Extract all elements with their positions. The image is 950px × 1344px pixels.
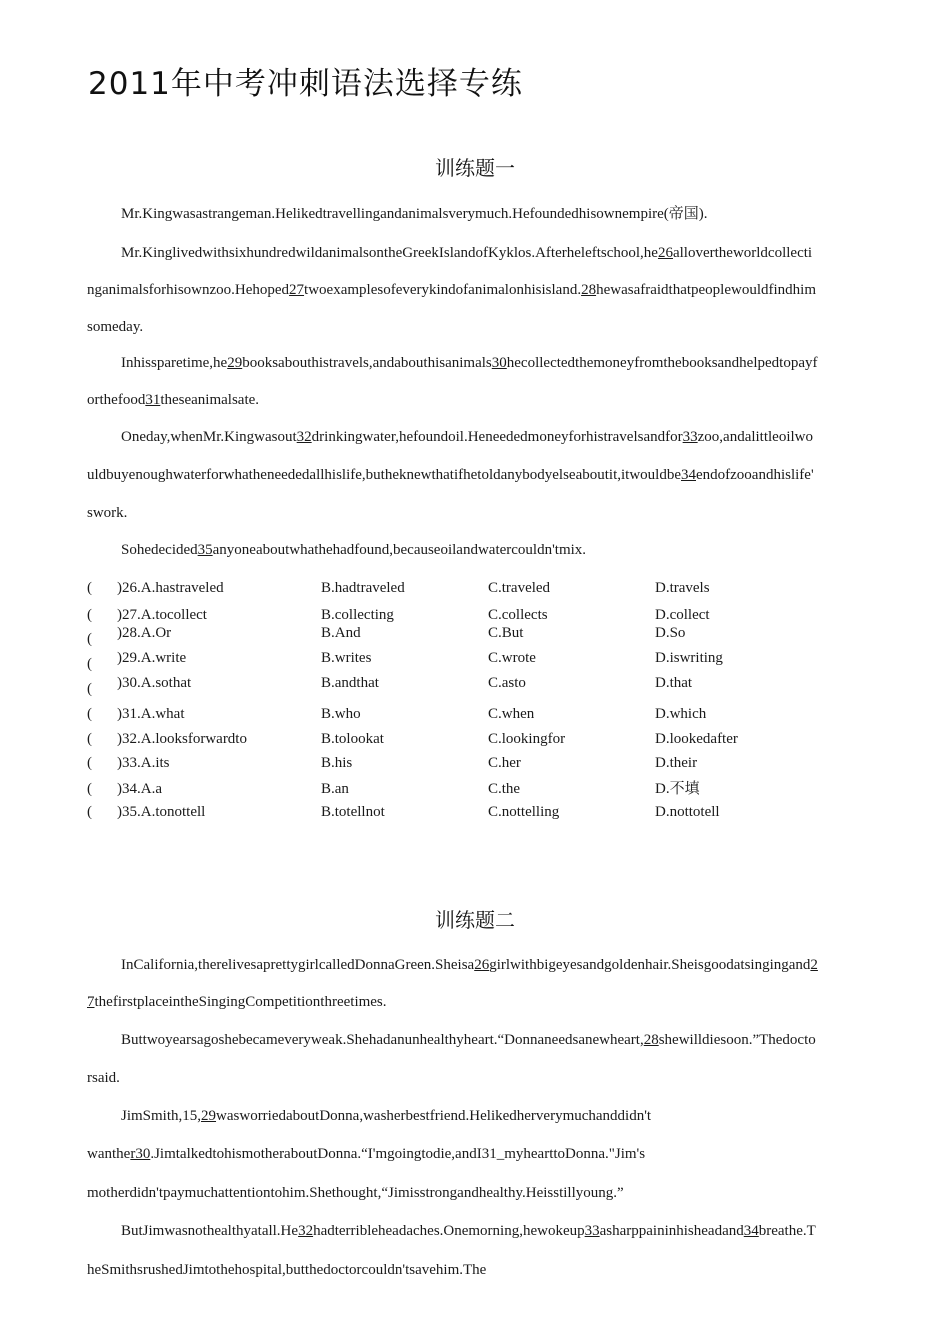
section-two-heading: 训练题二 xyxy=(435,908,515,932)
s1-paragraph-4-line-3: swork. xyxy=(87,505,128,521)
option-b[interactable]: B.writes xyxy=(321,650,372,666)
answer-bracket[interactable]: ( xyxy=(87,580,92,596)
option-c[interactable]: C.lookingfor xyxy=(488,731,566,747)
blank-26: 26 xyxy=(474,957,490,973)
s1-paragraph-4-line-2: uldbuyenoughwaterforwhatheneededallhislife,butheknewthatifhetoldanybodyelseaboutit,itwouldbe34endofzooandhislife' xyxy=(87,467,814,483)
blank-27: 27 xyxy=(289,282,305,298)
page-title: 2011年中考冲刺语法选择专练 xyxy=(88,66,523,102)
answer-bracket[interactable]: ( xyxy=(87,656,92,672)
option-c[interactable]: C.nottelling xyxy=(488,804,560,820)
option-b[interactable]: B.And xyxy=(321,625,361,641)
answer-bracket[interactable]: ( xyxy=(87,631,92,647)
answer-bracket[interactable]: ( xyxy=(87,804,92,820)
option-a[interactable]: )35.A.tonottell xyxy=(117,804,206,820)
option-d[interactable]: D.collect xyxy=(655,607,710,623)
s2-paragraph-1-line-2: 7thefirstplaceintheSingingCompetitionthreetimes. xyxy=(87,994,387,1010)
s1-paragraph-1: Mr.Kingwasastrangeman.Helikedtravellingandanimalsverymuch.Hefoundedhisownempire(帝国). xyxy=(121,206,708,222)
s1-paragraph-3-line-1: Inhissparetime,he29booksabouthistravels,andabouthisanimals30hecollectedthemoneyfromthebooksandhelpedtopayf xyxy=(121,355,818,371)
blank-28: 28 xyxy=(581,282,597,298)
option-a[interactable]: )27.A.tocollect xyxy=(117,607,207,623)
blank-29: 29 xyxy=(227,355,243,371)
s1-paragraph-3-line-2: orthefood31theseanimalsate. xyxy=(87,392,260,408)
blank-30: r30 xyxy=(130,1146,151,1162)
option-d[interactable]: D.iswriting xyxy=(655,650,723,666)
section-one-heading: 训练题一 xyxy=(435,156,515,180)
option-b[interactable]: B.totellnot xyxy=(321,804,385,820)
s2-paragraph-3-line-1: JimSmith,15,29wasworriedaboutDonna,washerbestfriend.Helikedherverymuchanddidn't xyxy=(121,1108,652,1124)
option-b[interactable]: B.an xyxy=(321,781,349,797)
option-d[interactable]: D.that xyxy=(655,675,693,691)
blank-32: 32 xyxy=(296,429,312,445)
s1-paragraph-4-line-1: Oneday,whenMr.Kingwasout32drinkingwater,hefoundoil.Heneededmoneyforhistravelsandfor33zoo,andalittleoilwo xyxy=(121,429,814,445)
blank-33: 33 xyxy=(584,1223,600,1239)
option-d[interactable]: D.nottotell xyxy=(655,804,720,820)
option-b[interactable]: B.andthat xyxy=(321,675,379,691)
option-a[interactable]: )31.A.what xyxy=(117,706,185,722)
option-d[interactable]: D.不填 xyxy=(655,781,700,797)
s2-paragraph-3-line-2: wanther30.JimtalkedtohismotheraboutDonna.“I'mgoingtodie,andI31_myhearttoDonna."Jim's xyxy=(87,1146,646,1162)
s2-paragraph-2-line-1: Buttwoyearsagoshebecameveryweak.Shehadanunhealthyheart.“Donnaneedsanewheart,28shewilldiesoon.”Thedocto xyxy=(121,1032,816,1048)
option-a[interactable]: )33.A.its xyxy=(117,755,170,771)
s2-paragraph-4-line-2: heSmithsrushedJimtothehospital,butthedoctorcouldn'tsavehim.The xyxy=(87,1262,487,1278)
option-a[interactable]: )29.A.write xyxy=(117,650,187,666)
blank-31: 31 xyxy=(145,392,161,408)
s1-paragraph-5: Sohedecided35anyoneaboutwhathehadfound,becauseoilandwatercouldn'tmix. xyxy=(121,542,587,558)
blank-32: 32 xyxy=(298,1223,314,1239)
answer-bracket[interactable]: ( xyxy=(87,755,92,771)
option-c[interactable]: C.wrote xyxy=(488,650,536,666)
option-d[interactable]: D.So xyxy=(655,625,686,641)
option-a[interactable]: )26.A.hastraveled xyxy=(117,580,224,596)
s2-paragraph-2-line-2: rsaid. xyxy=(87,1070,120,1086)
option-b[interactable]: B.his xyxy=(321,755,353,771)
option-c[interactable]: C.collects xyxy=(488,607,548,623)
blank-34: 34 xyxy=(681,467,696,483)
option-c[interactable]: C.the xyxy=(488,781,521,797)
blank-27-part: 7 xyxy=(87,994,95,1010)
s1-paragraph-2-line-3: someday. xyxy=(87,319,144,335)
option-b[interactable]: B.tolookat xyxy=(321,731,384,747)
s2-paragraph-4-line-1: ButJimwasnothealthyatall.He32hadterribleheadaches.Onemorning,hewokeup33asharppaininhisheadand34breathe.T xyxy=(121,1223,816,1239)
option-c[interactable]: C.asto xyxy=(488,675,526,691)
option-d[interactable]: D.travels xyxy=(655,580,710,596)
s2-paragraph-3-line-3: motherdidn'tpaymuchattentiontohim.Shethought,“Jimisstrongandhealthy.Heisstillyoung.” xyxy=(87,1185,624,1201)
option-b[interactable]: B.hadtraveled xyxy=(321,580,405,596)
blank-28: 28 xyxy=(643,1032,659,1048)
option-d[interactable]: D.their xyxy=(655,755,698,771)
answer-bracket[interactable]: ( xyxy=(87,731,92,747)
option-b[interactable]: B.collecting xyxy=(321,607,394,623)
option-c[interactable]: C.when xyxy=(488,706,535,722)
answer-bracket[interactable]: ( xyxy=(87,681,92,697)
answer-bracket[interactable]: ( xyxy=(87,607,92,623)
blank-34: 34 xyxy=(743,1223,759,1239)
option-d[interactable]: D.which xyxy=(655,706,707,722)
option-c[interactable]: C.traveled xyxy=(488,580,551,596)
answer-bracket[interactable]: ( xyxy=(87,706,92,722)
blank-35: 35 xyxy=(197,542,213,558)
option-b[interactable]: B.who xyxy=(321,706,361,722)
option-d[interactable]: D.lookedafter xyxy=(655,731,738,747)
blank-27-part: 2 xyxy=(810,957,818,973)
option-a[interactable]: )32.A.looksforwardto xyxy=(117,731,247,747)
option-c[interactable]: C.But xyxy=(488,625,524,641)
blank-29: 29 xyxy=(201,1108,217,1124)
option-a[interactable]: )34.A.a xyxy=(117,781,162,797)
answer-bracket[interactable]: ( xyxy=(87,781,92,797)
blank-33: 33 xyxy=(682,429,698,445)
option-a[interactable]: )30.A.sothat xyxy=(117,675,192,691)
s1-paragraph-2-line-2: nganimalsforhisownzoo.Hehoped27twoexamplesofeverykindofanimalonhisisland.28hewasafraidthatpeoplewouldfindhim xyxy=(87,282,817,298)
blank-30: 30 xyxy=(491,355,507,371)
s1-paragraph-2-line-1: Mr.KinglivedwithsixhundredwildanimalsontheGreekIslandofKyklos.Afterheleftschool,he26allovertheworldcollecti xyxy=(121,245,813,261)
option-a[interactable]: )28.A.Or xyxy=(117,625,172,641)
blank-26: 26 xyxy=(657,245,673,261)
s2-paragraph-1-line-1: InCalifornia,therelivesaprettygirlcalledDonnaGreen.Sheisa26girlwithbigeyesandgoldenhair.Sheisgoodatsingingand2 xyxy=(121,957,818,973)
option-c[interactable]: C.her xyxy=(488,755,521,771)
